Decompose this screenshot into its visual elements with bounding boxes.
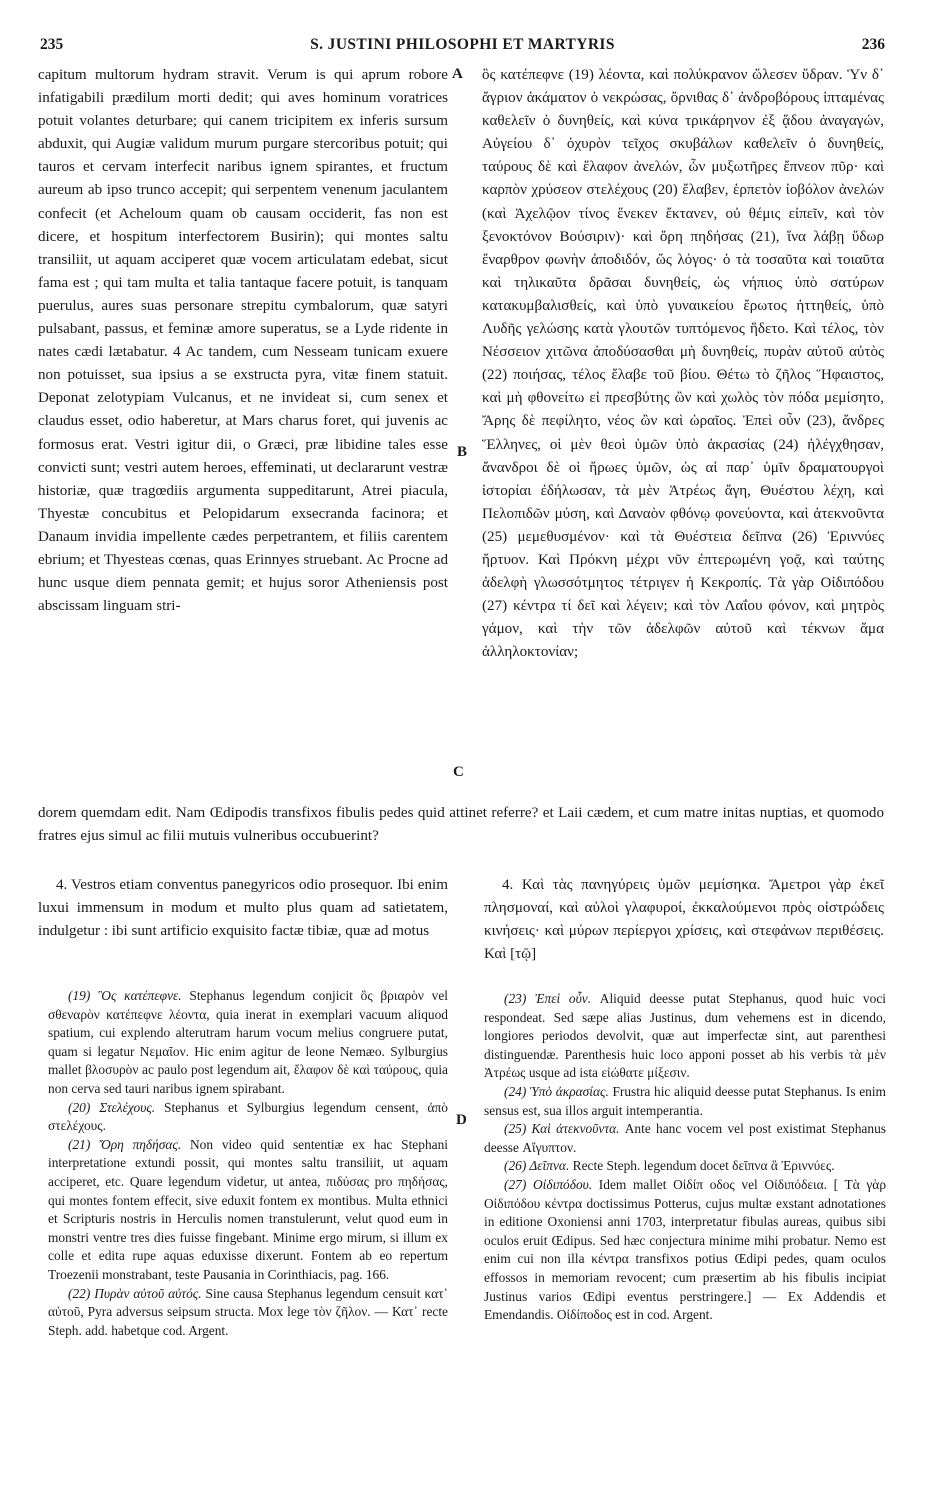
greek-text-top: ὃς κατέπεφνε (19) λέοντα, καὶ πολύκρανον ὤλεσεν ὕδραν. Ὑν δ᾽ ἄγριον ἀκάματον ὁ νεκρώσας, ὄρνιθας δ᾽ ἀνδροβόρους ἱπταμένας καθελεῖν ὁ δυνηθείς, καὶ κύνα τρικάρηνον ἐξ ᾅδου ἀναγαγών, Αὐγείου δ᾽ ὀχυρὸν τεῖχος σκυβάλων καθελεῖν ὁ δυνηθείς, ταύρους δὲ καὶ ἔλαφον ἀνελών, ὧν μυξωτῆρες ἔπνεον πῦρ· καὶ καρπὸν χρύσεον στελέχους (20) ἔλαβεν, ἑρπετὸν ἰοβόλον ἀνελών (καὶ Ἀχελῷον τίνος ἕνεκεν ἔκτανεν, οὐ θέμις εἰπεῖν, καὶ τὸν ξενοκτόνον Βούσιριν)· καὶ ὄρη πηδήσας (21), ἵνα λάβῃ ὕδωρ ἔναρθρον φωνὴν ἀποδιδόν, ὥς λόγος· ὁ τὰ τοσαῦτα καὶ τοιαῦτα καὶ τηλικαῦτα δρᾶσαι δυνηθείς, ὡς νήπιος ὑπὸ σατύρων κατακυμβαλισθείς, καὶ ὑπὸ γυναικείου ἔρωτος ἡττηθείς, ὑπὸ Λυδῆς γελώσης κατὰ γλουτῶν τυπτόμενος ἥδετο. Καὶ τέλος, τὸν Νέσσειον χιτῶνα ἀποδύσασθαι μὴ δυνηθείς, πυρὰν αὐτοῦ αὐτὸς (22) ποιήσας, τέλος ἔλαβε τοῦ βίου. Θέτω τὸ ζῆλος Ἥφαιστος, καὶ μὴ φθονείτω εἰ πρεσβύτης ὢν καὶ χωλὸς τὸν πόδα μεμίσητο, Ἄρης δὲ πεφίλητο, νέος ὢν καὶ ὡραῖος. Ἐπεὶ οὖν (23), ἄνδρες Ἕλληνες, οἱ μὲν θεοὶ ὑμῶν ὑπὸ ἀκρασίας (24) ἠλέγχθησαν, ἄνανδροι δὲ οἱ ἥρωες ὑμῶν, ὡς αἱ παρ᾽ ὑμῖν δραματουργοὶ ἱστορίαι ἐδήλωσαν, τὰ μὲν Ἀτρέως ἄγη, Θυέστου λέχη, καὶ Πελοπιδῶν μύση, καὶ Δαναὸν φθόνῳ φονεύοντα, καὶ ἀτεκνοῦντα (25) μεμεθυσμένον· καὶ τὰ Θυέστεια δεῖπνα (26) Ἐριννύες ἤρτυον. Καὶ Πρόκνη μέχρι νῦν ἐπτερωμένη γοᾷ, καὶ ταύτης ἀδελφὴ γλωσσότμητος τέτριγεν ἡ Κεκροπίς. Τὰ γὰρ Οἰδιπόδου (27) κέντρα τί δεῖ καὶ λέγειν; καὶ τὸν Λαΐου φόνον, καὶ μητρὸς γάμον, καὶ τὴν τῶν ἀδελφῶν αὐτοῦ καὶ τέκνων ἅμα ἀλληλοκτονίαν;: [482, 67, 884, 661]
footnote-text: Sine causa Stephanus legendum censuit κατ᾽ αὐτοῦ, Pyra adversus seipsum structa. Mox lege τὸν ζῆλον. — Κατ᾽ recte Steph. add. habetque cod. Argent.: [48, 1285, 448, 1338]
footnote-text: Stephanus legendum conjicit ὃς βριαρὸν vel σθεναρὸν κατέπεφνε λέοντα, quia inerat in exemplari vacuum aliquod spatium, cui explendo alterutram harum vocum melius congruere putat, quam si legatur Νεμαῖον. Hic enim agitur de leone Nemæo. Sylburgius mallet βλοσυρὸν ac paulo post legendum ait, ἔλαφον δὲ καὶ ταύρους, quia non cerva sed tauri naribus ignem spirabant.: [48, 988, 448, 1096]
latin-text-top: capitum multorum hydram stravit. Verum is qui aprum robore infatigabili prædilum morti dedit; qui aves hominum voratrices potuit volantes deturbare; qui canem tricipitem ex inferis sursum abduxit, qui Augiæ validum murum purgare stercoribus potuit; qui tauros et cervam interfecit naribus ignem spirantes, et fructum aureum ab ipso trunco accepit; qui serpentem venenum jaculantem confecit (et Acheloum quam ob causam occiderit, fas non est dicere, et hospitum interfectorem Busirin); qui montes saltu transiliit, ut aquam acciperet quæ vocem articulatam edebat, sicut fama est ; qui tam multa et talia tantaque facere potuit, is tanquam puerulus, aures suas personare strepitu cymbalorum, quæ satyri pulsabant, passus, et feminæ amore superatus, se a Lyde ridente in nates cædi lætabatur. 4 Ac tandem, cum Nesseam tunicam exuere non potuisset, sua ipsius a se exstructa pyra, vitæ finem statuit. Deponat zelotypiam Vulcanus, et ne invideat si, cum senex et claudus esset, odio haberetur, at Mars charus foret, qui juvenis ac formosus erat. Vestri igitur dii, o Græci, præ libidine tales esse convicti sunt; vestri autem heroes, effeminati, ut declararunt vestræ historiæ, quæ tragœdiis argumenta suppeditarunt, Atrei piacula, Thyestæ concubitus et Pelopidarum exsecranda facinora; et Danaum invidia impellente cædes perpetrantem, et filiis carentem ebrium; et Thyesteas cœnas, quas Erinnyes struebant. Ac Procne ad hunc usque diem pennata gemit; et hujus soror Atheniensis post abscissam linguam stri-: [38, 67, 448, 615]
latin-text-section-4: 4. Vestros etiam conventus panegyricos odio prosequor. Ibi enim luxui immensum in modum et multo plus quam ad satietatem, indulgetur : ibi sunt artificio exquisito factæ tibiæ, quæ ad motus: [38, 877, 448, 940]
latin-column-section-4: [38, 874, 448, 943]
page-number-left: 235: [40, 36, 64, 53]
footnotes-left-column: [48, 987, 448, 1340]
footnote-lemma: (24) Ὑπὸ ἀκρασίας.: [504, 1083, 609, 1099]
margin-letter-c: C: [453, 764, 464, 780]
running-title: S. JUSTINI PHILOSOPHI ET MARTYRIS: [310, 36, 615, 53]
footnote: [484, 990, 886, 1083]
margin-letter-b: B: [457, 444, 468, 460]
footnote: [484, 1157, 886, 1176]
footnote-text: Non video quid sententiæ ex hac Stephani interpretatione extundi possit, qui montes saltu transiliit, ut aquam acciperet, etc. Quare legendum videtur, ut antea, πιδύσας pro πηδήσας, qui montes fontem effecit, sive eduxit fontem ex montibus. Multa ethnici et Scripturis nostris in Herculis nomen transtulerunt, velut quod eum in monstri ventre tres dies fuisse fingebant. Minime ergo mirum, si illum ex colle et edita rupe aquas eduxisse dixerunt. Fontem ab eo repertum Troezenii monstrabant, teste Pausania in Corinthiacis, pag. 166.: [48, 1136, 448, 1282]
footnote: [484, 1120, 886, 1157]
footnote-lemma: (23) Ἐπεὶ οὖν.: [504, 991, 592, 1006]
margin-letter-d: D: [456, 1112, 467, 1128]
footnote: [48, 1136, 448, 1285]
footnote: [484, 1176, 886, 1325]
greek-column-top: [482, 64, 884, 664]
footnote-lemma: (25) Καὶ ἀτεκνοῦντα.: [504, 1121, 620, 1137]
footnote: [48, 1099, 448, 1136]
footnote-text: Idem mallet Οἰδίπ οδος vel Οἰδιπόδεια. [ Τὰ γὰρ Οἰδιπόδου κέντρα doctissimus Potterus, cujus multæ exstant adnotationes in editione Oxoniensi anni 1703, interpretatur fibulas aureas, quibus sibi oculos eruit Œdipus. Sed hæc conjectura minime mihi probatur. Nemo est enim cui non illa κέντρα transfixos potius Œdipi pedes, quam oculos effossos in memoriam revocent; cum præsertim ab his fibulis incipiat Justinus varios Œdipi eventus perstringere.] — Ex Addendis et Emendandis. Οἰδίποδος est in cod. Argent.: [484, 1176, 887, 1323]
footnote-lemma: (20) Στελέχους.: [68, 1099, 156, 1115]
footnote: [484, 1083, 886, 1120]
greek-column-section-4: [484, 874, 884, 966]
footnote-text: Ante hanc vocem vel post existimat Stephanus deesse Αἴγυπτον.: [484, 1121, 886, 1155]
page-number-right: 236: [861, 36, 885, 53]
footnote-lemma: (21) Ὄρη πηδήσας.: [68, 1136, 182, 1152]
greek-text-section-4: 4. Καὶ τὰς πανηγύρεις ὑμῶν μεμίσηκα. Ἄμετροι γὰρ ἐκεῖ πλησμοναί, καὶ αὐλοὶ γλαφυροί, ἐκκαλούμενοι πρὸς οἰστρώδεις κινήσεις· καὶ μύρων περίεργοι χρίσεις, καὶ στεφάνων περιθέσεις. Καὶ [τῷ]: [484, 877, 884, 963]
footnote-lemma: (26) Δεῖπνα.: [504, 1158, 570, 1174]
full-width-text: dorem quemdam edit. Nam Œdipodis transfixos fibulis pedes quid attinet referre? et Laii cædem, et cum matre initas nuptias, et quomodo fratres ejus simul ac filii mutuis vulneribus occubuerint?: [38, 805, 884, 845]
footnote-text: Recte Steph. legendum docet δεῖπνα ἃ Ἐριννύες.: [569, 1158, 835, 1174]
latin-column-top: [38, 64, 448, 618]
footnote-text: Frustra hic aliquid deesse putat Stephanus. Is enim sensus est, sua illos arguit intemperantia.: [484, 1083, 886, 1118]
footnote-lemma: (22) Πυρὰν αὐτοῦ αὐτός.: [68, 1285, 202, 1301]
full-width-paragraph: [38, 802, 884, 848]
footnote-text: Stephanus et Sylburgius legendum censent, ἀπὸ στελέχους.: [48, 1099, 448, 1134]
running-header: [40, 36, 885, 58]
footnote-lemma: (27) Οἰδιπόδου.: [504, 1176, 593, 1192]
footnote: [48, 987, 448, 1099]
margin-letter-a: A: [452, 66, 463, 82]
footnote-lemma: (19) Ὃς κατέπεφνε.: [68, 988, 182, 1003]
footnote: [48, 1285, 448, 1341]
footnote-text: Aliquid deesse putat Stephanus, quod huic voci respondeat. Sed sæpe alias Justinus, dum vehemens est in dicendo, longiores periodos devolvit, quæ aut imperfectæ sint, aut parenthesi distinguendæ. Parenthesis huic loco apponi posset ab his verbis τὰ μὲν Ἀτρέως usque ad ista εἰώθατε μίξεσιν.: [484, 991, 886, 1081]
footnotes-right-column: [484, 990, 886, 1325]
